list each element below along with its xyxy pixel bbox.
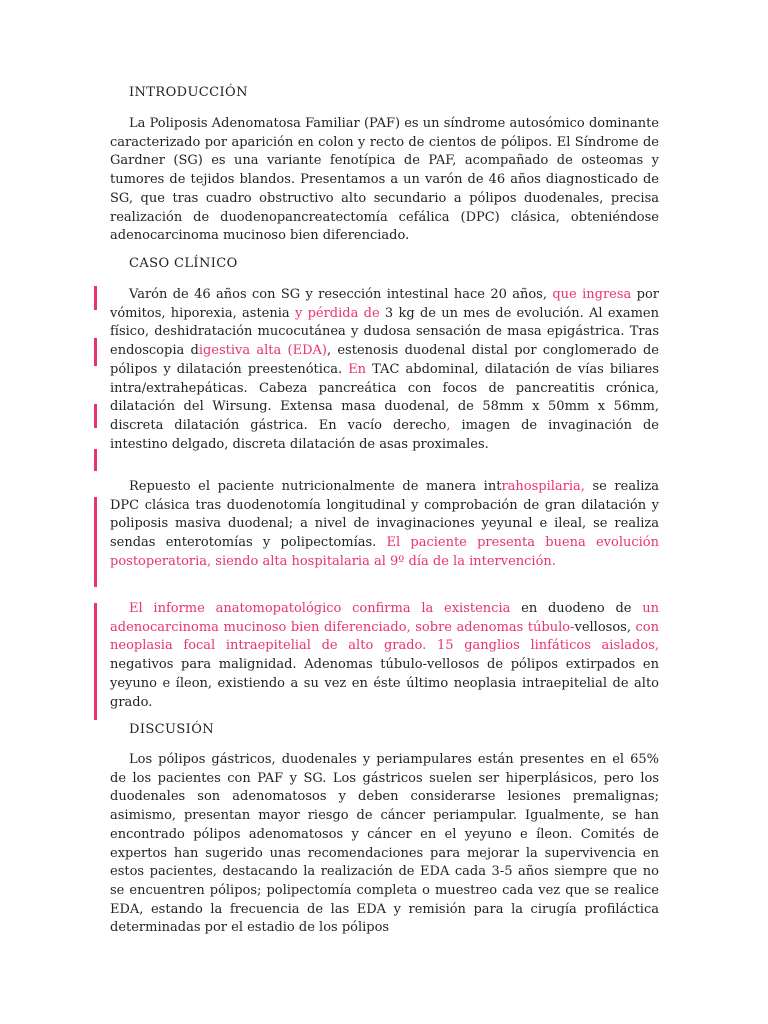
highlighted-text: con neoplasia focal intraepitelial de alto grado. 15 ganglios linfáticos aislados, [110, 619, 659, 654]
body-text: en duodeno de [510, 601, 643, 616]
paragraph-discusion [110, 751, 659, 938]
highlighted-text: En [348, 361, 367, 377]
highlighted-text: un adenocarcinoma mucinoso bien diferenciado, sobre adenomas túbulo- [110, 601, 659, 635]
body-text: Los pólipos gástricos, duodenales y periampulares están presentes en el 65% de los pacientes con PAF y SG. Los gástricos suelen ser hiperplásicos, pero los duodenales son adenomatosos y deben considerarse lesiones premalignas; asimismo, presentan mayor riesgo de cáncer periampular. Igualmente, se han encontrado pólipos adenomatosos y cáncer en el yeyuno e íleon. Comités de expertos han sugerido unas recomendaciones para mejorar la supervivencia en estos pacientes, destacando la realización de EDA cada 3-5 años siempre que no se encuentren pólipos; polipectomía completa o muestreo cada vez que se realice EDA, estando la frecuencia de las EDA y remisión para la cirugía profiláctica determinadas por el estadio de los pólipos [110, 752, 659, 936]
change-bar [94, 603, 97, 720]
body-text: Varón de 46 años con SG y resección intestinal hace 20 años, [129, 287, 553, 302]
body-text: Repuesto el paciente nutricionalmente de manera int [129, 479, 502, 494]
highlighted-text: y pérdida de [294, 305, 380, 321]
highlighted-text: que ingresa [552, 287, 632, 302]
heading-introduccion: INTRODUCCIÓN [129, 85, 248, 100]
body-text: 3 kg de un mes de evolución. Al examen físico, deshidratación mucocutánea y dudosa sensación de masa epigástrica. Tras endoscopia d [110, 305, 659, 359]
highlighted-text: igestiva alta (EDA) [198, 343, 327, 359]
body-text: se realiza DPC clásica tras duodenotomía longitudinal y comprobación de gran dilatación y poliposis masiva duodenal; a nivel de invaginaciones yeyunal e ileal, se realiza sendas enterotomías y polipectomías. [110, 479, 659, 551]
change-bar [94, 497, 97, 587]
heading-discusion: DISCUSIÓN [129, 722, 215, 737]
body-text: vellosos, [574, 619, 631, 635]
highlighted-text: , [446, 417, 451, 433]
paragraph-introduccion [110, 115, 659, 246]
body-text: , estenosis duodenal distal por conglomerado de pólipos y dilatación preestenótica. [110, 343, 659, 377]
body-text: imagen de invaginación de intestino delgado, discreta dilatación de asas proximales. [110, 417, 659, 452]
highlighted-text: El paciente presenta buena evolución postoperatoria, siendo alta hospitalaria al 9º día de la intervención. [110, 535, 659, 569]
body-text: La Poliposis Adenomatosa Familiar (PAF) es un síndrome autosómico dominante caracterizado por aparición en colon y recto de cientos de pólipos. El Síndrome de Gardner (SG) es una variante fenotípica de PAF, acompañado de osteomas y tumores de tejidos blandos. Presentamos a un varón de 46 años diagnosticado de SG, que tras cuadro obstructivo alto secundario a pólipos duodenales, precisa realización de duodenopancreatectomía cefálica (DPC) clásica, obteniéndose adenocarcinoma mucinoso bien diferenciado. [110, 116, 659, 244]
highlighted-text: El informe anatomopatológico confirma la existencia [129, 601, 511, 616]
change-bar [94, 404, 97, 428]
change-bar [94, 286, 97, 310]
body-text: negativos para malignidad. Adenomas túbulo-vellosos de pólipos extirpados en yeyuno e íleon, existiendo a su vez en éste último neoplasia intraepitelial de alto grado. [110, 657, 659, 710]
highlighted-text: rahospilaria, [501, 479, 585, 494]
paragraph-caso-2 [110, 478, 659, 572]
body-text: por vómitos, hiporexia, astenia [110, 287, 660, 321]
paragraph-caso-3 [110, 600, 659, 712]
paragraph-caso-1 [110, 286, 659, 454]
change-bar [94, 338, 97, 366]
heading-caso-clinico: CASO CLÍNICO [129, 256, 238, 271]
body-text: TAC abdominal, dilatación de vías biliares intra/extrahepáticas. Cabeza pancreática con focos de pancreatitis crónica, dilatación del Wirsung. Extensa masa duodenal, de 58mm x 50mm x 56mm, discreta dilatación gástrica. En vacío derecho [110, 361, 659, 433]
change-bar [94, 449, 97, 471]
